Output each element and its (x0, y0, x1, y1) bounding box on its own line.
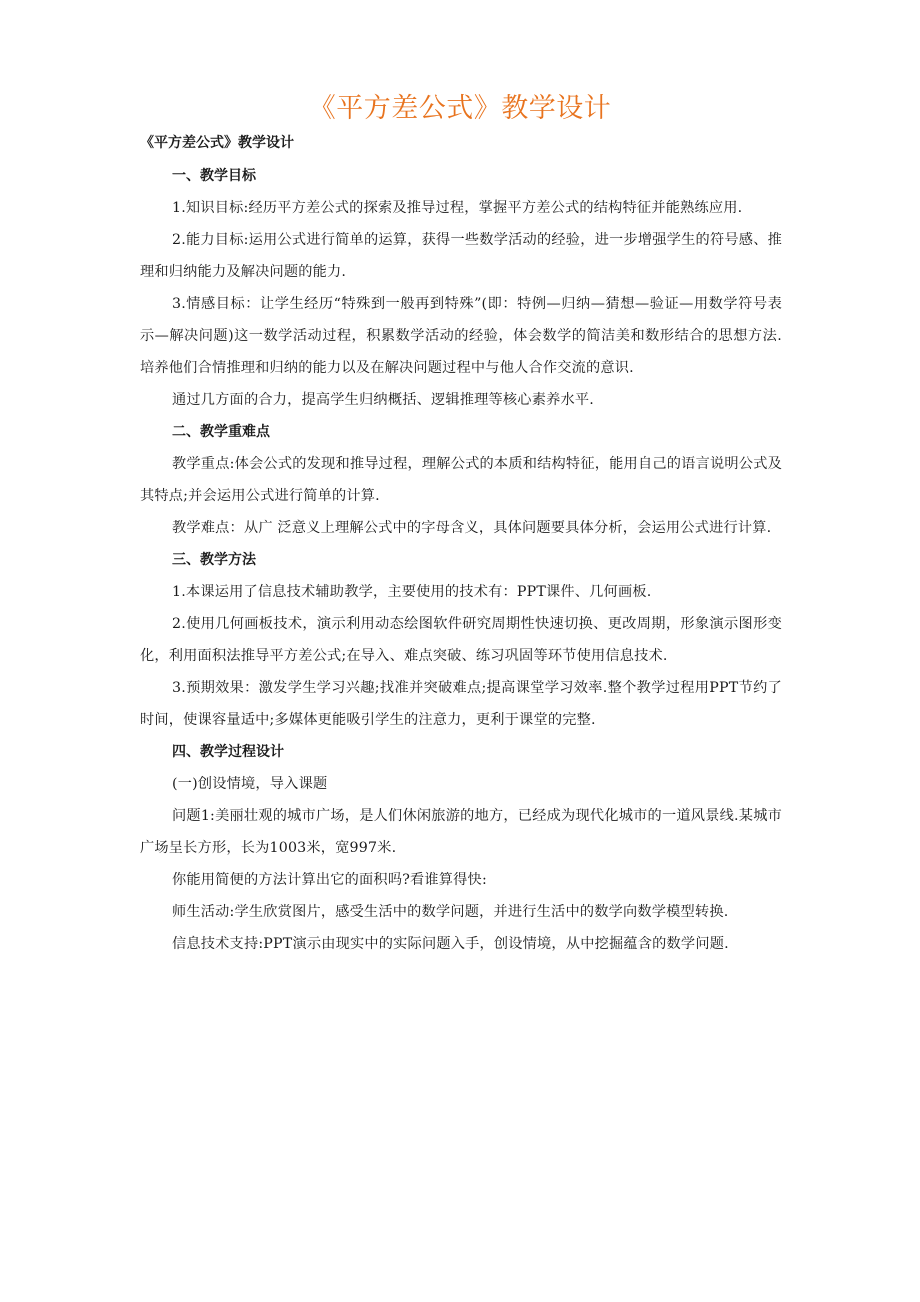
paragraph: 2.使用几何画板技术，演示利用动态绘图软件研究周期性快速切换、更改周期，形象演示图形变化，利用面积法推导平方差公式;在导入、难点突破、练习巩固等环节使用信息技术. (140, 616, 782, 664)
paragraph: 1.本课运用了信息技术辅助教学，主要使用的技术有：PPT课件、几何画板. (172, 584, 652, 600)
paragraph: 你能用简便的方法计算出它的面积吗?看谁算得快: (172, 872, 487, 888)
document-title: 《平方差公式》教学设计 (308, 93, 612, 124)
section-heading-objectives: 一、教学目标 (172, 168, 256, 184)
section-heading-process: 四、教学过程设计 (172, 744, 284, 760)
section-heading-key-points: 二、教学重难点 (172, 424, 270, 440)
section-heading-methods: 三、教学方法 (172, 552, 256, 568)
paragraph: 通过几方面的合力，提高学生归纳概括、逻辑推理等核心素养水平. (172, 392, 594, 408)
document-body (140, 134, 782, 967)
paragraph: 信息技术支持:PPT演示由现实中的实际问题入手，创设情境，从中挖掘蕴含的数学问题. (172, 936, 729, 952)
paragraph: 教学难点：从广 泛意义上理解公式中的字母含义，具体问题要具体分析，会运用公式进行计算. (172, 520, 772, 536)
paragraph: (一)创设情境，导入课题 (172, 776, 328, 792)
paragraph: 问题1:美丽壮观的城市广场，是人们休闲旅游的地方，已经成为现代化城市的一道风景线.某城市广场呈长方形，长为1003米，宽997米. (140, 808, 782, 856)
paragraph: 2.能力目标:运用公式进行简单的运算，获得一些数学活动的经验，进一步增强学生的符号感、推理和归纳能力及解决问题的能力. (140, 232, 782, 280)
paragraph: 师生活动:学生欣赏图片，感受生活中的数学问题，并进行生活中的数学向数学模型转换. (172, 904, 729, 920)
paragraph: 教学重点:体会公式的发现和推导过程，理解公式的本质和结构特征，能用自己的语言说明公式及其特点;并会运用公式进行简单的计算. (140, 456, 782, 504)
paragraph: 3.情感目标：让学生经历“特殊到一般再到特殊”(即：特例—归纳—猜想—验证—用数学符号表示—解决问题)这一数学活动过程，积累数学活动的经验，体会数学的简洁美和数形结合的思想方法.培养他们合情推理和归纳的能力以及在解决问题过程中与他人合作交流的意识. (140, 296, 782, 376)
paragraph: 1.知识目标:经历平方差公式的探索及推导过程，掌握平方差公式的结构特征并能熟练应用. (172, 200, 743, 216)
paragraph: 3.预期效果：激发学生学习兴趣;找准并突破难点;提高课堂学习效率.整个教学过程用PPT节约了时间，使课容量适中;多媒体更能吸引学生的注意力，更利于课堂的完整. (140, 680, 782, 728)
document-subtitle: 《平方差公式》教学设计 (140, 135, 294, 151)
